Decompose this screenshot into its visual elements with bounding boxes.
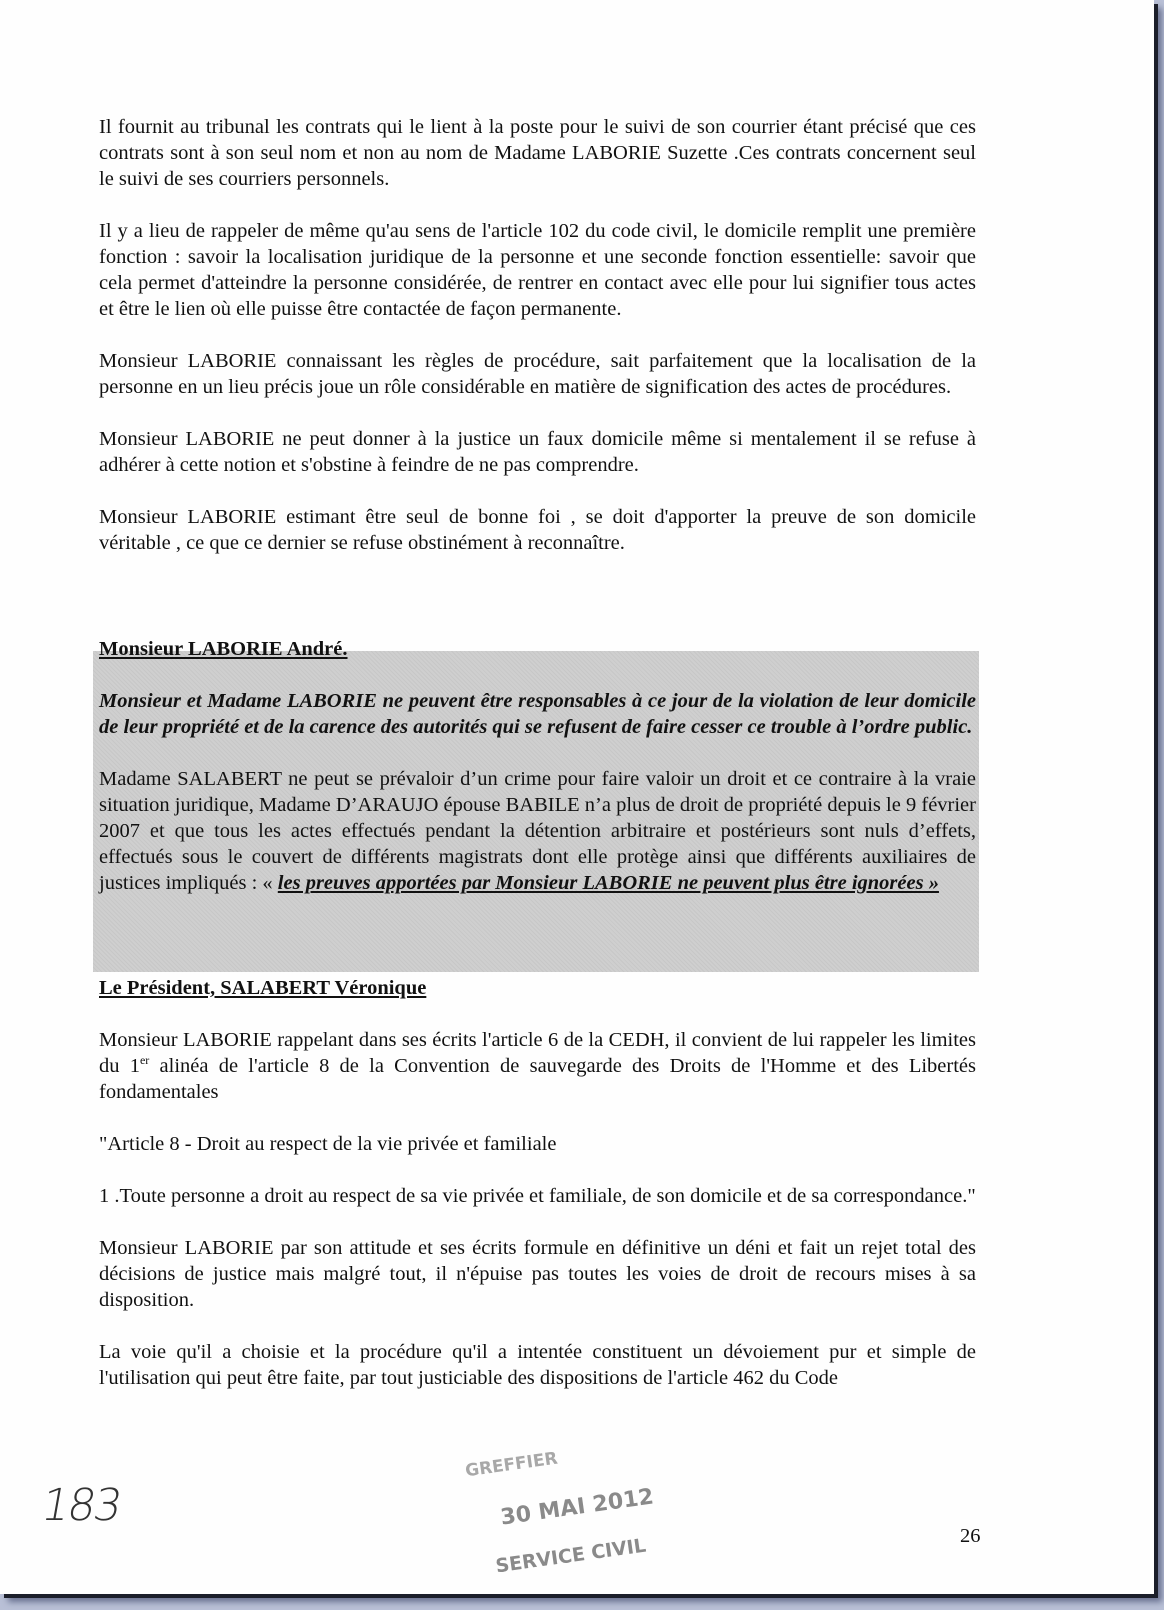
- paragraph-procedure-misuse: La voie qu'il a choisie et la procédure qu'il a intentée constituent un dévoiement pur et simple de l'utilisation qui peut être faite, par tout justiciable des dispositions de l'article 462 du Code: [99, 1341, 976, 1389]
- president-heading: Le Président, SALABERT Véronique: [99, 977, 427, 999]
- stamp-date: 30 MAI 2012: [499, 1484, 656, 1531]
- cedh-superscript: er: [139, 1053, 150, 1068]
- cedh-text-2: alinéa de l'article 8 de la Convention de sauvegarde des Droits de l'Homme et des Libertés fondamentales: [99, 1055, 977, 1103]
- response-emphasis: Monsieur et Madame LABORIE ne peuvent être responsables à ce jour de la violation de leur domicile de leur propriété et de la carence des autorités qui se refusent de faire cesser ce trouble à l’ordre public.: [99, 690, 976, 738]
- paragraph-procedure-rules: Monsieur LABORIE connaissant les règles de procédure, sait parfaitement que la localisation de la personne en un lieu précis joue un rôle considérable en matière de signification des actes de procédures.: [99, 350, 976, 398]
- response-heading: Monsieur LABORIE André.: [99, 638, 348, 660]
- response-block: [99, 636, 976, 896]
- paragraph-article-8-title: "Article 8 - Droit au respect de la vie privée et familiale: [99, 1133, 557, 1155]
- paragraph-contracts: Il fournit au tribunal les contrats qui le lient à la poste pour le suivi de son courrier étant précisé que ces contrats sont à son seul nom et non au nom de Madame LABORIE Suzette .Ces contrats concernent seul le suivi de ses courriers personnels.: [99, 116, 976, 190]
- body-bottom: [99, 975, 976, 1391]
- paragraph-cedh: [99, 1027, 976, 1105]
- paragraph-domicile-definition: Il y a lieu de rappeler de même qu'au sens de l'article 102 du code civil, le domicile remplit une première fonction : savoir la localisation juridique de la personne et une seconde fonction essentielle: savoir que cela permet d'atteindre la personne considérée, de rentrer en contact avec elle pour lui signifier tous actes et être le lien où elle puisse être contactée de façon permanente.: [99, 220, 976, 320]
- response-body: Madame SALABERT ne peut se prévaloir d’un crime pour faire valoir un droit et ce contraire à la vraie situation juridique, Madame D’ARAUJO épouse BABILE n’a plus de droit de propriété depuis le 9 février 2007 et que tous les actes effectués pendant la détention arbitraire et postérieurs sont nuls d’effets, effectués sous le couvert de différents magistrats dont elle protège ainsi que différents auxiliaires de justices impliqués : «: [99, 768, 976, 894]
- paragraph-denial: Monsieur LABORIE par son attitude et ses écrits formule en définitive un déni et fait un rejet total des décisions de justice mais malgré tout, il n'épuise pas toutes les voies de droit de recours mises à sa disposition.: [99, 1237, 976, 1311]
- stamp-greffier: GREFFIER: [464, 1448, 559, 1482]
- stamp-service-civil: SERVICE CIVIL: [494, 1534, 648, 1578]
- handwritten-page-number: 183: [37, 1480, 125, 1531]
- response-body-paragraph: [99, 766, 976, 896]
- paragraph-proof-domicile: Monsieur LABORIE estimant être seul de bonne foi , se doit d'apporter la preuve de son domicile véritable , ce que ce dernier se refuse obstinément à reconnaître.: [99, 506, 976, 554]
- response-quote: les preuves apportées par Monsieur LABORIE ne peuvent plus être ignorées »: [277, 872, 939, 894]
- page-number: 26: [960, 1525, 981, 1547]
- paragraph-article-8-text: 1 .Toute personne a droit au respect de sa vie privée et familiale, de son domicile et de sa correspondance.": [99, 1185, 976, 1207]
- cedh-text-1: Monsieur LABORIE rappelant dans ses écrits l'article 6 de la CEDH, il convient de lui rappeler les limites du 1: [99, 1029, 976, 1077]
- paragraph-false-domicile: Monsieur LABORIE ne peut donner à la justice un faux domicile même si mentalement il se refuse à adhérer à cette notion et s'obstine à feindre de ne pas comprendre.: [99, 428, 976, 476]
- body-top: [99, 114, 976, 556]
